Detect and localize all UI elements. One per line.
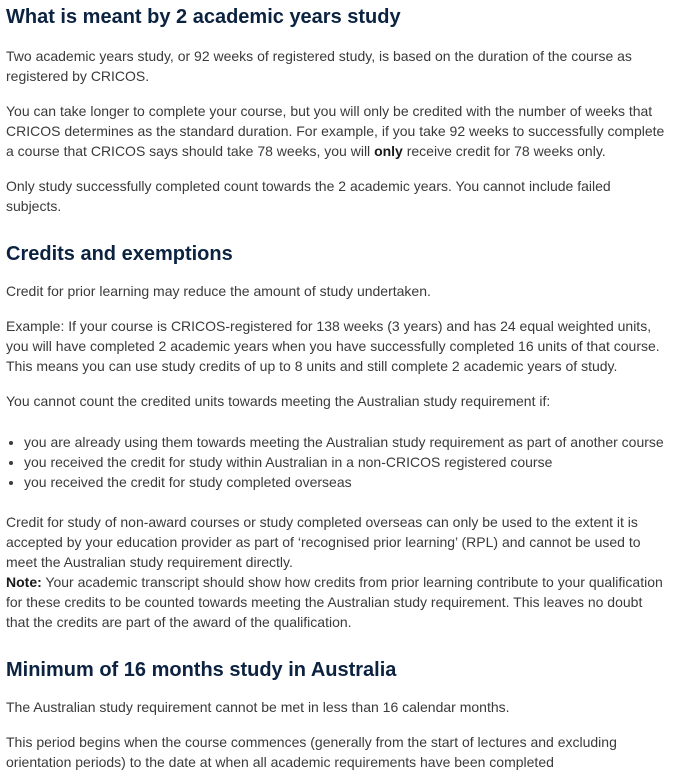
- heading-minimum-months: Minimum of 16 months study in Australia: [6, 659, 397, 681]
- list-item: • you received the credit for study completed overseas: [24, 472, 668, 492]
- paragraph-non-award-credit: Credit for study of non-award courses or study completed overseas can only be used to the extent it is accepted by your education provider as part of ‘recognised prior learning’ (RPL) and cannot be used to meet the Australian study requirement directly.: [6, 514, 641, 570]
- list-item: • you are already using them towards meeting the Australian study requirement as part of another course: [24, 432, 668, 452]
- paragraph-sixteen-months: The Australian study requirement cannot be met in less than 16 calendar months.: [6, 699, 510, 715]
- paragraph-completed-study: Only study successfully completed count towards the 2 academic years. You cannot include failed subjects.: [6, 178, 611, 214]
- paragraph-prior-learning: Credit for prior learning may reduce the amount of study undertaken.: [6, 283, 431, 299]
- paragraph-longer-duration-text-1: You can take longer to complete your course, but you will only be credited with the number of weeks that CRICOS determines as the standard duration. For example, if you take 92 weeks to successfully complete a course that CRICOS says should take 78 weeks, you will: [6, 103, 665, 159]
- heading-academic-years: What is meant by 2 academic years study: [6, 6, 401, 28]
- paragraph-two-years-definition: Two academic years study, or 92 weeks of registered study, is based on the duration of the course as registered by CRICOS.: [6, 48, 632, 84]
- list-item: • you received the credit for study within Australian in a non-CRICOS registered course: [24, 452, 668, 472]
- paragraph-note: [6, 572, 668, 632]
- heading-credits-exemptions: Credits and exemptions: [6, 243, 233, 265]
- content-page: [0, 5, 674, 772]
- paragraph-cannot-count: You cannot count the credited units towards meeting the Australian study requirement if:: [6, 393, 551, 409]
- paragraph-period-begins: This period begins when the course commences (generally from the start of lectures and excluding orientation periods) to the date at when all academic requirements have been completed: [6, 734, 617, 770]
- credit-exclusions-list: [6, 432, 668, 492]
- paragraph-longer-duration: [6, 101, 668, 161]
- paragraph-example: Example: If your course is CRICOS-registered for 138 weeks (3 years) and has 24 equal weighted units, you will have completed 2 academic years when you have successfully completed 16 units of that course. This means you can use study credits of up to 8 units and still complete 2 academic years of study.: [6, 318, 660, 374]
- emphasis-only: only: [374, 143, 403, 159]
- paragraph-longer-duration-text-2: receive credit for 78 weeks only.: [402, 143, 606, 159]
- note-text: Your academic transcript should show how credits from prior learning contribute to your qualification for these credits to be counted towards meeting the Australian study requirement. This leaves no doubt that the credits are part of the award of the qualification.: [6, 574, 663, 630]
- note-label: Note:: [6, 574, 42, 590]
